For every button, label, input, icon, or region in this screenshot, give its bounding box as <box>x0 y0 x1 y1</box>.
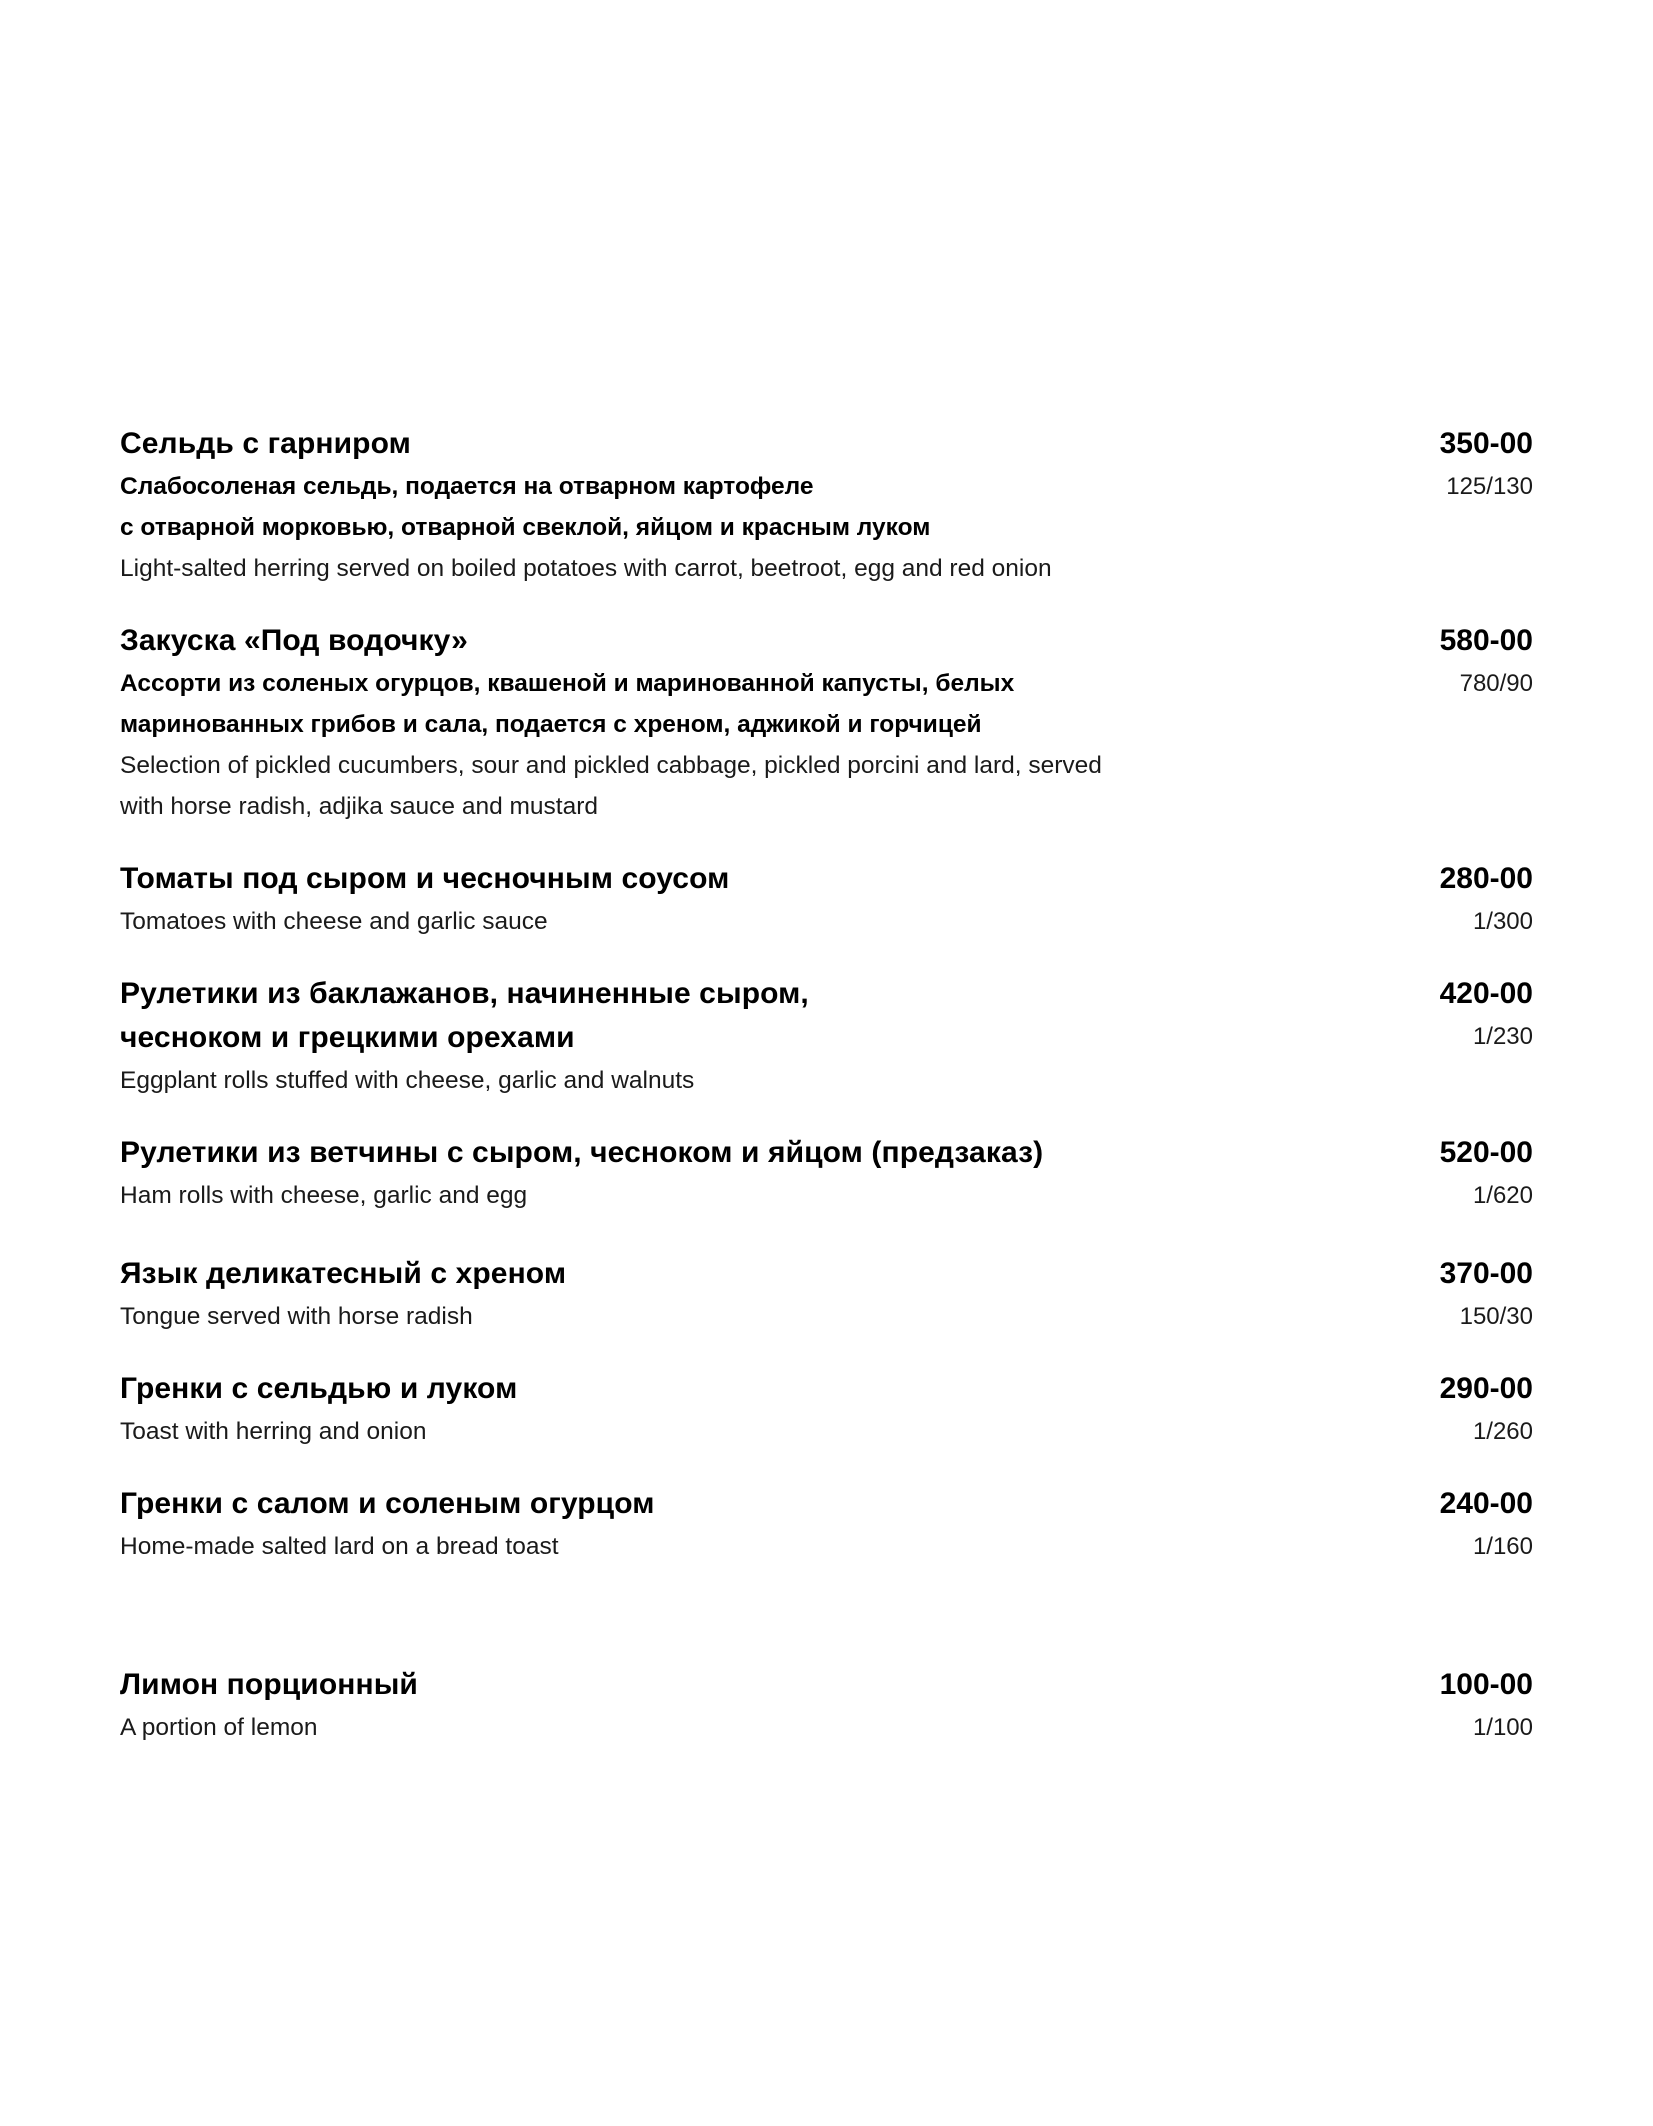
menu-item-price-column <box>1303 1367 1533 1452</box>
dish-description-en: A portion of lemon <box>120 1714 318 1741</box>
dish-description-en: Tomatoes with cheese and garlic sauce <box>120 908 548 935</box>
menu-item-text <box>120 1252 1300 1337</box>
dish-description-en: with horse radish, adjika sauce and mustard <box>120 793 599 820</box>
dish-price: 580-00 <box>1439 624 1533 657</box>
dish-price: 420-00 <box>1439 977 1533 1010</box>
menu-item <box>120 1252 1533 1337</box>
menu-item-price-column <box>1303 422 1533 507</box>
menu-item-text <box>120 972 1300 1101</box>
dish-title: Сельдь с гарниром <box>120 427 411 460</box>
menu-item-spacer <box>120 1748 1533 1774</box>
dish-title-continued: чесноком и грецкими орехами <box>120 1021 575 1054</box>
menu-item <box>120 1663 1533 1748</box>
menu-item-text <box>120 1663 1300 1748</box>
dish-price: 240-00 <box>1439 1487 1533 1520</box>
menu-item-spacer <box>120 1216 1533 1252</box>
dish-price: 370-00 <box>1439 1257 1533 1290</box>
menu-item <box>120 857 1533 942</box>
dish-price: 350-00 <box>1439 427 1533 460</box>
dish-description-en: Home-made salted lard on a bread toast <box>120 1533 559 1560</box>
dish-description-ru: маринованных грибов и сала, подается с хреном, аджикой и горчицей <box>120 711 982 738</box>
dish-price: 290-00 <box>1439 1372 1533 1405</box>
dish-description-en: Tongue served with horse radish <box>120 1303 473 1330</box>
dish-weight: 780/90 <box>1459 670 1533 697</box>
dish-price: 280-00 <box>1439 862 1533 895</box>
dish-description-ru: Слабосоленая сельдь, подается на отварном картофеле <box>120 473 814 500</box>
menu-item-spacer <box>120 1101 1533 1131</box>
dish-description-en: Light-salted herring served on boiled potatoes with carrot, beetroot, egg and red onion <box>120 555 1052 582</box>
menu-item-price-column <box>1303 1482 1533 1567</box>
menu-item-text <box>120 422 1300 589</box>
menu-item-text <box>120 619 1300 827</box>
menu-item <box>120 1131 1533 1216</box>
dish-title: Гренки с салом и соленым огурцом <box>120 1487 655 1520</box>
dish-title: Язык деликатесный с хреном <box>120 1257 567 1290</box>
dish-description-ru: с отварной морковью, отварной свеклой, яйцом и красным луком <box>120 514 931 541</box>
menu-item-list <box>120 422 1533 1774</box>
dish-title: Гренки с сельдью и луком <box>120 1372 518 1405</box>
dish-price: 100-00 <box>1439 1668 1533 1701</box>
dish-description-en: Eggplant rolls stuffed with cheese, garlic and walnuts <box>120 1067 695 1094</box>
menu-item-spacer <box>120 1337 1533 1367</box>
dish-description-en: Selection of pickled cucumbers, sour and pickled cabbage, pickled porcini and lard, served <box>120 752 1102 779</box>
menu-item-spacer <box>120 1452 1533 1482</box>
dish-weight: 125/130 <box>1446 473 1533 500</box>
menu-item-spacer <box>120 1567 1533 1663</box>
menu-item-price-column <box>1303 1663 1533 1748</box>
dish-description-en: Toast with herring and onion <box>120 1418 427 1445</box>
dish-weight: 1/260 <box>1472 1418 1533 1445</box>
menu-item-price-column <box>1303 619 1533 704</box>
dish-weight: 1/160 <box>1472 1533 1533 1560</box>
menu-item-text <box>120 857 1300 942</box>
menu-item-spacer <box>120 827 1533 857</box>
dish-title: Лимон порционный <box>120 1668 418 1701</box>
dish-title: Закуска «Под водочку» <box>120 624 468 657</box>
menu-item <box>120 619 1533 827</box>
menu-item-text <box>120 1131 1300 1216</box>
dish-weight: 1/620 <box>1472 1182 1533 1209</box>
menu-item <box>120 1367 1533 1452</box>
menu-item <box>120 1482 1533 1567</box>
dish-weight: 150/30 <box>1459 1303 1533 1330</box>
dish-weight: 1/300 <box>1472 908 1533 935</box>
menu-item-price-column <box>1303 1131 1533 1216</box>
menu-item-text <box>120 1482 1300 1567</box>
menu-item-spacer <box>120 589 1533 619</box>
dish-title: Рулетики из ветчины с сыром, чесноком и яйцом (предзаказ) <box>120 1136 1044 1169</box>
menu-item-text <box>120 1367 1300 1452</box>
menu-item <box>120 422 1533 589</box>
dish-price: 520-00 <box>1439 1136 1533 1169</box>
menu-item-price-column <box>1303 972 1533 1057</box>
menu-item-price-column <box>1303 857 1533 942</box>
dish-description-ru: Ассорти из соленых огурцов, квашеной и маринованной капусты, белых <box>120 670 1015 697</box>
dish-weight: 1/230 <box>1472 1023 1533 1050</box>
dish-title: Рулетики из баклажанов, начиненные сыром, <box>120 977 809 1010</box>
dish-description-en: Ham rolls with cheese, garlic and egg <box>120 1182 528 1209</box>
dish-weight: 1/100 <box>1472 1714 1533 1741</box>
menu-item <box>120 972 1533 1101</box>
dish-title: Томаты под сыром и чесночным соусом <box>120 862 730 895</box>
menu-item-price-column <box>1303 1252 1533 1337</box>
menu-item-spacer <box>120 942 1533 972</box>
